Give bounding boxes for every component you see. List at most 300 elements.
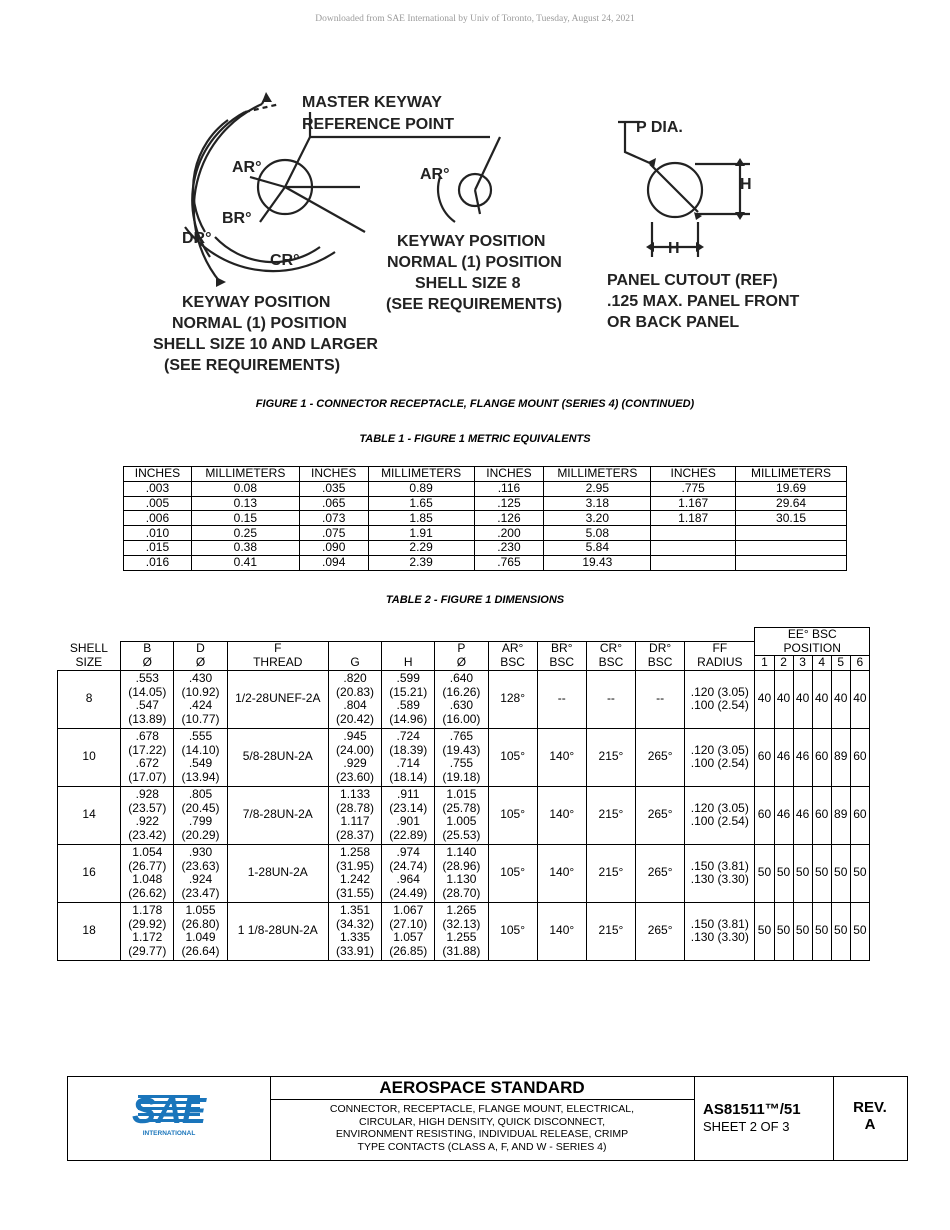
cell-line: (14.05) [128, 684, 167, 699]
b-diameter-cell [121, 902, 174, 960]
header-text: BSC [598, 654, 624, 669]
header-p [435, 642, 488, 671]
revision-cell [833, 1077, 907, 1160]
cell-line: .430 [188, 671, 213, 685]
ee-position-cell: 60 [812, 786, 831, 844]
table-cell: 19.43 [544, 555, 651, 570]
ee-position-cell: 50 [774, 902, 793, 960]
table-cell: .010 [124, 526, 192, 541]
position-header-5: 5 [831, 656, 850, 671]
header-text: CR° [599, 641, 623, 656]
d-diameter-cell [174, 728, 227, 786]
ff-radius-cell [685, 844, 755, 902]
cell-line: (14.10) [181, 742, 220, 757]
cell-line: (24.74) [389, 858, 428, 873]
metric-table-body [124, 467, 847, 571]
ee-position-cell: 50 [831, 844, 850, 902]
cell-line: 1.067 [393, 903, 424, 917]
cell-line: (20.45) [181, 800, 220, 815]
table-cell: 0.15 [191, 511, 299, 526]
header-text: F [274, 641, 282, 656]
ee-position-cell: 40 [812, 670, 831, 728]
ee-position-cell: 50 [831, 902, 850, 960]
table-cell: .073 [299, 511, 368, 526]
header-text: BR° [551, 641, 573, 656]
cr-cell: 215° [586, 728, 635, 786]
ee-position-cell: 40 [793, 670, 812, 728]
cell-line: 1.005 [446, 814, 477, 828]
ff-radius-cell [685, 902, 755, 960]
cell-line: .929 [343, 756, 367, 770]
ee-position-cell: 89 [831, 728, 850, 786]
position-header-2: 2 [774, 656, 793, 671]
cell-line: .599 [396, 671, 420, 685]
column-header: MILLIMETERS [191, 467, 299, 482]
ee-position-cell: 60 [755, 786, 774, 844]
table-cell: .015 [124, 540, 192, 555]
thread-cell: 5/8-28UN-2A [227, 728, 328, 786]
cell-line: .100 (2.54) [690, 814, 749, 828]
label-keyway-8-line3: SHELL SIZE 8 [415, 275, 521, 292]
table-cell: 30.15 [736, 511, 847, 526]
b-diameter-cell [121, 786, 174, 844]
header-br [537, 642, 586, 671]
ee-position-cell: 60 [755, 728, 774, 786]
header-text: RADIUS [697, 654, 743, 669]
cell-line: 1.258 [340, 845, 371, 859]
sae-logo-icon [68, 1077, 270, 1160]
table-cell: 3.18 [544, 496, 651, 511]
cell-line: 1.242 [340, 872, 371, 886]
table-cell: 5.84 [544, 540, 651, 555]
cell-line: 1.255 [446, 930, 477, 944]
cell-line: (31.55) [336, 885, 375, 900]
cell-line: (15.21) [389, 684, 428, 699]
cell-line: 1.140 [446, 845, 477, 859]
shell-size-cell: 16 [58, 844, 121, 902]
table-cell: 1.187 [651, 511, 736, 526]
table-cell: .125 [474, 496, 544, 511]
position-header-3: 3 [793, 656, 812, 671]
ee-position-cell: 89 [831, 786, 850, 844]
ff-radius-cell [685, 728, 755, 786]
cell-line: 1.048 [132, 872, 163, 886]
d-diameter-cell [174, 670, 227, 728]
cell-line: 1.130 [446, 872, 477, 886]
d-diameter-cell [174, 844, 227, 902]
cell-line: .424 [188, 698, 213, 712]
column-header: INCHES [124, 467, 192, 482]
cell-line: .120 (3.05) [690, 684, 749, 699]
cell-line: 1.054 [132, 845, 163, 859]
label-keyway-10-line2: NORMAL (1) POSITION [172, 315, 347, 332]
cell-line: (26.62) [128, 885, 167, 900]
cell-line: (28.37) [336, 827, 375, 842]
ar-cell: 105° [488, 902, 537, 960]
header-text: B [143, 641, 152, 656]
sheet-number: SHEET 2 OF 3 [703, 1119, 790, 1134]
table-row [124, 555, 847, 570]
table-cell [651, 540, 736, 555]
cell-line: (29.77) [128, 943, 167, 958]
cell-line: (23.63) [181, 858, 220, 873]
cell-line: (26.77) [128, 858, 167, 873]
thread-cell: 1 1/8-28UN-2A [227, 902, 328, 960]
label-cr: CR° [270, 252, 300, 269]
blank-header [382, 628, 435, 642]
table-cell: .065 [299, 496, 368, 511]
cell-line: .120 (3.05) [690, 742, 749, 757]
ee-position-cell: 46 [774, 728, 793, 786]
header-g: G [328, 642, 381, 671]
cell-line: .901 [396, 814, 420, 828]
cell-line: (31.88) [442, 943, 481, 958]
ee-position-cell: 60 [850, 786, 869, 844]
header-text: SIZE [75, 654, 103, 669]
cell-line: 1.335 [340, 930, 371, 944]
table-cell: .116 [474, 481, 544, 496]
cell-line: (10.92) [181, 684, 220, 699]
blank-header [227, 628, 328, 642]
cell-line: (13.89) [128, 711, 167, 726]
cell-line: .549 [188, 756, 213, 770]
table-cell [736, 526, 847, 541]
cell-line: 1.178 [132, 903, 163, 917]
cell-line: (14.96) [389, 711, 428, 726]
cell-line: (24.00) [336, 742, 375, 757]
h-cell [382, 786, 435, 844]
b-diameter-cell [121, 844, 174, 902]
title-cell [270, 1077, 695, 1160]
ee-position-cell: 50 [755, 902, 774, 960]
cell-line: .150 (3.81) [690, 858, 749, 873]
connector-figure [150, 82, 850, 382]
cell-line: .724 [396, 729, 420, 743]
cell-line: (25.78) [442, 800, 481, 815]
cr-cell: -- [586, 670, 635, 728]
header-text: THREAD [253, 654, 303, 669]
header-text: BSC [647, 654, 673, 669]
ar-cell: 105° [488, 786, 537, 844]
column-header: INCHES [474, 467, 544, 482]
cell-line: 1.049 [185, 930, 216, 944]
br-cell: -- [537, 670, 586, 728]
cell-line: (28.70) [442, 885, 481, 900]
dimension-row [58, 670, 870, 728]
cell-line: .765 [449, 729, 474, 743]
cell-line: (17.07) [128, 769, 167, 784]
header-text: AR° [501, 641, 524, 656]
label-reference-point: REFERENCE POINT [302, 116, 455, 133]
ee-position-cell: 50 [850, 902, 869, 960]
table-row [124, 496, 847, 511]
cell-line: 1.265 [446, 903, 477, 917]
description-line: CONNECTOR, RECEPTACLE, FLANGE MOUNT, ELECTRICAL, [329, 1103, 635, 1115]
header-text: SHELL [69, 641, 108, 655]
header-text: BSC [500, 654, 525, 669]
g-cell [328, 902, 381, 960]
label-panel-cutout-line1: PANEL CUTOUT (REF) [607, 272, 778, 289]
dimension-row [58, 902, 870, 960]
table-cell: 1.85 [368, 511, 474, 526]
cell-line: .974 [396, 845, 420, 859]
label-keyway-10-line4: (SEE REQUIREMENTS) [164, 357, 341, 374]
label-ar: AR° [232, 159, 262, 176]
table-row [124, 481, 847, 496]
blank-header [174, 628, 227, 642]
cell-line: 1.057 [393, 930, 424, 944]
cell-line: (13.94) [181, 769, 220, 784]
cell-line: (26.85) [389, 943, 428, 958]
cell-line: (16.26) [442, 684, 481, 699]
h-cell [382, 728, 435, 786]
column-header: MILLIMETERS [544, 467, 651, 482]
cell-line: .100 (2.54) [690, 756, 749, 770]
h-cell [382, 902, 435, 960]
cell-line: (28.96) [442, 858, 481, 873]
header-text: Ø [195, 654, 206, 669]
shell-size-cell: 14 [58, 786, 121, 844]
cell-line: (31.95) [336, 858, 375, 873]
table-cell: 0.89 [368, 481, 474, 496]
table-cell: 1.167 [651, 496, 736, 511]
g-cell [328, 786, 381, 844]
table-cell [736, 555, 847, 570]
blank-header [328, 628, 381, 642]
blank-header [121, 628, 174, 642]
cell-line: (29.92) [128, 916, 167, 931]
g-cell [328, 728, 381, 786]
cell-line: (17.22) [128, 742, 167, 757]
cell-line: .922 [135, 814, 159, 828]
blank-header [488, 628, 537, 642]
ff-radius-cell [685, 670, 755, 728]
logo-text: SAE [131, 1090, 207, 1131]
label-dr: DR° [182, 230, 212, 247]
thread-cell: 1-28UN-2A [227, 844, 328, 902]
metric-equivalents-table [123, 466, 847, 571]
header-d [174, 642, 227, 671]
cell-line: .640 [449, 671, 474, 685]
cell-line: .130 (3.30) [690, 872, 749, 886]
cell-line: (23.60) [336, 769, 375, 784]
cell-line: .120 (3.05) [690, 800, 749, 815]
cr-cell: 215° [586, 844, 635, 902]
ee-position-cell: 40 [850, 670, 869, 728]
cell-line: 1.055 [185, 903, 216, 917]
header-text: D [196, 641, 205, 656]
shell-size-cell: 10 [58, 728, 121, 786]
cell-line: .672 [135, 756, 159, 770]
cell-line: 1.351 [340, 903, 371, 917]
cell-line: .547 [135, 698, 159, 712]
table-cell: 2.39 [368, 555, 474, 570]
table-cell: .035 [299, 481, 368, 496]
blank-header [586, 628, 635, 642]
cell-line: (20.42) [336, 711, 375, 726]
cell-line: (32.13) [442, 916, 481, 931]
cell-line: (10.77) [181, 711, 220, 726]
label-h-horizontal: H [668, 240, 680, 257]
cell-line: .100 (2.54) [690, 698, 749, 712]
header-text: BSC [549, 654, 575, 669]
table-row [124, 540, 847, 555]
ee-position-cell: 50 [774, 844, 793, 902]
rev-label: REV. [853, 1099, 887, 1116]
cell-line: (27.10) [389, 916, 428, 931]
cell-line: (19.43) [442, 742, 481, 757]
cell-line: (19.18) [442, 769, 481, 784]
table-cell: 29.64 [736, 496, 847, 511]
table-cell: 1.65 [368, 496, 474, 511]
column-header: MILLIMETERS [368, 467, 474, 482]
dimensions-table [57, 627, 870, 961]
b-diameter-cell [121, 670, 174, 728]
p-diameter-cell [435, 844, 488, 902]
dr-cell: 265° [636, 786, 685, 844]
ee-position-cell: 46 [793, 728, 812, 786]
ee-position-cell: 46 [793, 786, 812, 844]
d-diameter-cell [174, 786, 227, 844]
position-header-6: 6 [850, 656, 869, 671]
logo-cell [68, 1077, 271, 1160]
dr-cell: 265° [636, 844, 685, 902]
ee-position-cell: 40 [831, 670, 850, 728]
standard-title: AEROSPACE STANDARD [270, 1077, 694, 1100]
cell-line: .553 [135, 671, 159, 685]
header-text: FF [712, 641, 728, 656]
label-ar-small: AR° [420, 166, 450, 183]
cell-line: .714 [396, 756, 420, 770]
ee-position-cell: 50 [793, 902, 812, 960]
table-cell: .094 [299, 555, 368, 570]
table-cell [651, 555, 736, 570]
table-cell: .016 [124, 555, 192, 570]
dr-cell: -- [636, 670, 685, 728]
label-keyway-8-line1: KEYWAY POSITION [397, 233, 546, 250]
dr-cell: 265° [636, 728, 685, 786]
cell-line: .924 [188, 872, 213, 886]
cell-line: (25.53) [442, 827, 481, 842]
cell-line: .804 [343, 698, 367, 712]
blank-header [636, 628, 685, 642]
doc-number: AS81511™/51 [703, 1101, 801, 1118]
ff-radius-cell [685, 786, 755, 844]
header-shell-size [58, 642, 121, 671]
thread-cell: 7/8-28UN-2A [227, 786, 328, 844]
h-cell [382, 670, 435, 728]
table-cell: .126 [474, 511, 544, 526]
cell-line: (26.64) [181, 943, 220, 958]
ee-position-cell: 50 [850, 844, 869, 902]
table-cell: 0.41 [191, 555, 299, 570]
column-header: INCHES [651, 467, 736, 482]
cell-line: 1.117 [340, 814, 370, 828]
cell-line: (23.57) [128, 800, 167, 815]
p-diameter-cell [435, 786, 488, 844]
cell-line: (24.49) [389, 885, 428, 900]
header-b [121, 642, 174, 671]
header-text: DR° [649, 641, 672, 656]
ee-position-cell: 50 [812, 844, 831, 902]
table-cell: .775 [651, 481, 736, 496]
cell-line: (16.00) [442, 711, 481, 726]
table-cell: 1.91 [368, 526, 474, 541]
cell-line: (20.29) [181, 827, 220, 842]
logo-subtext: INTERNATIONAL [142, 1130, 196, 1137]
dimensions-table-body [58, 628, 870, 961]
cell-line: .820 [343, 671, 367, 685]
cell-line: (28.78) [336, 800, 375, 815]
cell-line: .630 [449, 698, 474, 712]
header-text: P [457, 641, 466, 656]
cell-line: .678 [135, 729, 159, 743]
cell-line: (18.39) [389, 742, 428, 757]
br-cell: 140° [537, 902, 586, 960]
cell-line: 1.172 [132, 930, 163, 944]
table-cell: .006 [124, 511, 192, 526]
cell-line: (23.14) [389, 800, 428, 815]
label-keyway-10-line1: KEYWAY POSITION [182, 294, 331, 311]
label-h-vertical: H [740, 176, 752, 193]
cr-cell: 215° [586, 902, 635, 960]
cell-line: .911 [397, 787, 420, 801]
position-header-1: 1 [755, 656, 774, 671]
table-cell: .230 [474, 540, 544, 555]
shell-size-cell: 8 [58, 670, 121, 728]
rev-value: A [864, 1116, 876, 1133]
cell-line: .589 [396, 698, 420, 712]
d-diameter-cell [174, 902, 227, 960]
table-cell: 2.95 [544, 481, 651, 496]
cell-line: 1.133 [340, 787, 371, 801]
blank-header [537, 628, 586, 642]
column-header: MILLIMETERS [736, 467, 847, 482]
p-diameter-cell [435, 902, 488, 960]
cr-cell: 215° [586, 786, 635, 844]
p-diameter-cell [435, 728, 488, 786]
header-ff [685, 642, 755, 671]
ee-position-cell: 60 [812, 728, 831, 786]
header-position: POSITION [755, 642, 870, 656]
cell-line: (23.47) [181, 885, 220, 900]
shell-size-cell: 18 [58, 902, 121, 960]
table-cell: 0.38 [191, 540, 299, 555]
br-cell: 140° [537, 728, 586, 786]
table-cell: .765 [474, 555, 544, 570]
label-panel-cutout-line3: OR BACK PANEL [607, 314, 740, 331]
ee-position-cell: 50 [793, 844, 812, 902]
cell-line: .928 [135, 787, 159, 801]
column-header: INCHES [299, 467, 368, 482]
ee-position-cell: 60 [850, 728, 869, 786]
cell-line: .799 [188, 814, 213, 828]
thread-cell: 1/2-28UNEF-2A [227, 670, 328, 728]
table-cell: .003 [124, 481, 192, 496]
position-header-4: 4 [812, 656, 831, 671]
g-cell [328, 670, 381, 728]
header-ee-bsc: EE° BSC [755, 628, 870, 642]
description-line: CIRCULAR, HIGH DENSITY, QUICK DISCONNECT, [358, 1115, 605, 1128]
cell-line: .150 (3.81) [690, 916, 749, 931]
cell-line: .755 [449, 756, 474, 770]
g-cell [328, 844, 381, 902]
table-row [124, 511, 847, 526]
h-cell [382, 844, 435, 902]
figure-caption: FIGURE 1 - CONNECTOR RECEPTACLE, FLANGE MOUNT (SERIES 4) (CONTINUED) [255, 398, 695, 410]
blank-header [58, 628, 121, 642]
br-cell: 140° [537, 844, 586, 902]
